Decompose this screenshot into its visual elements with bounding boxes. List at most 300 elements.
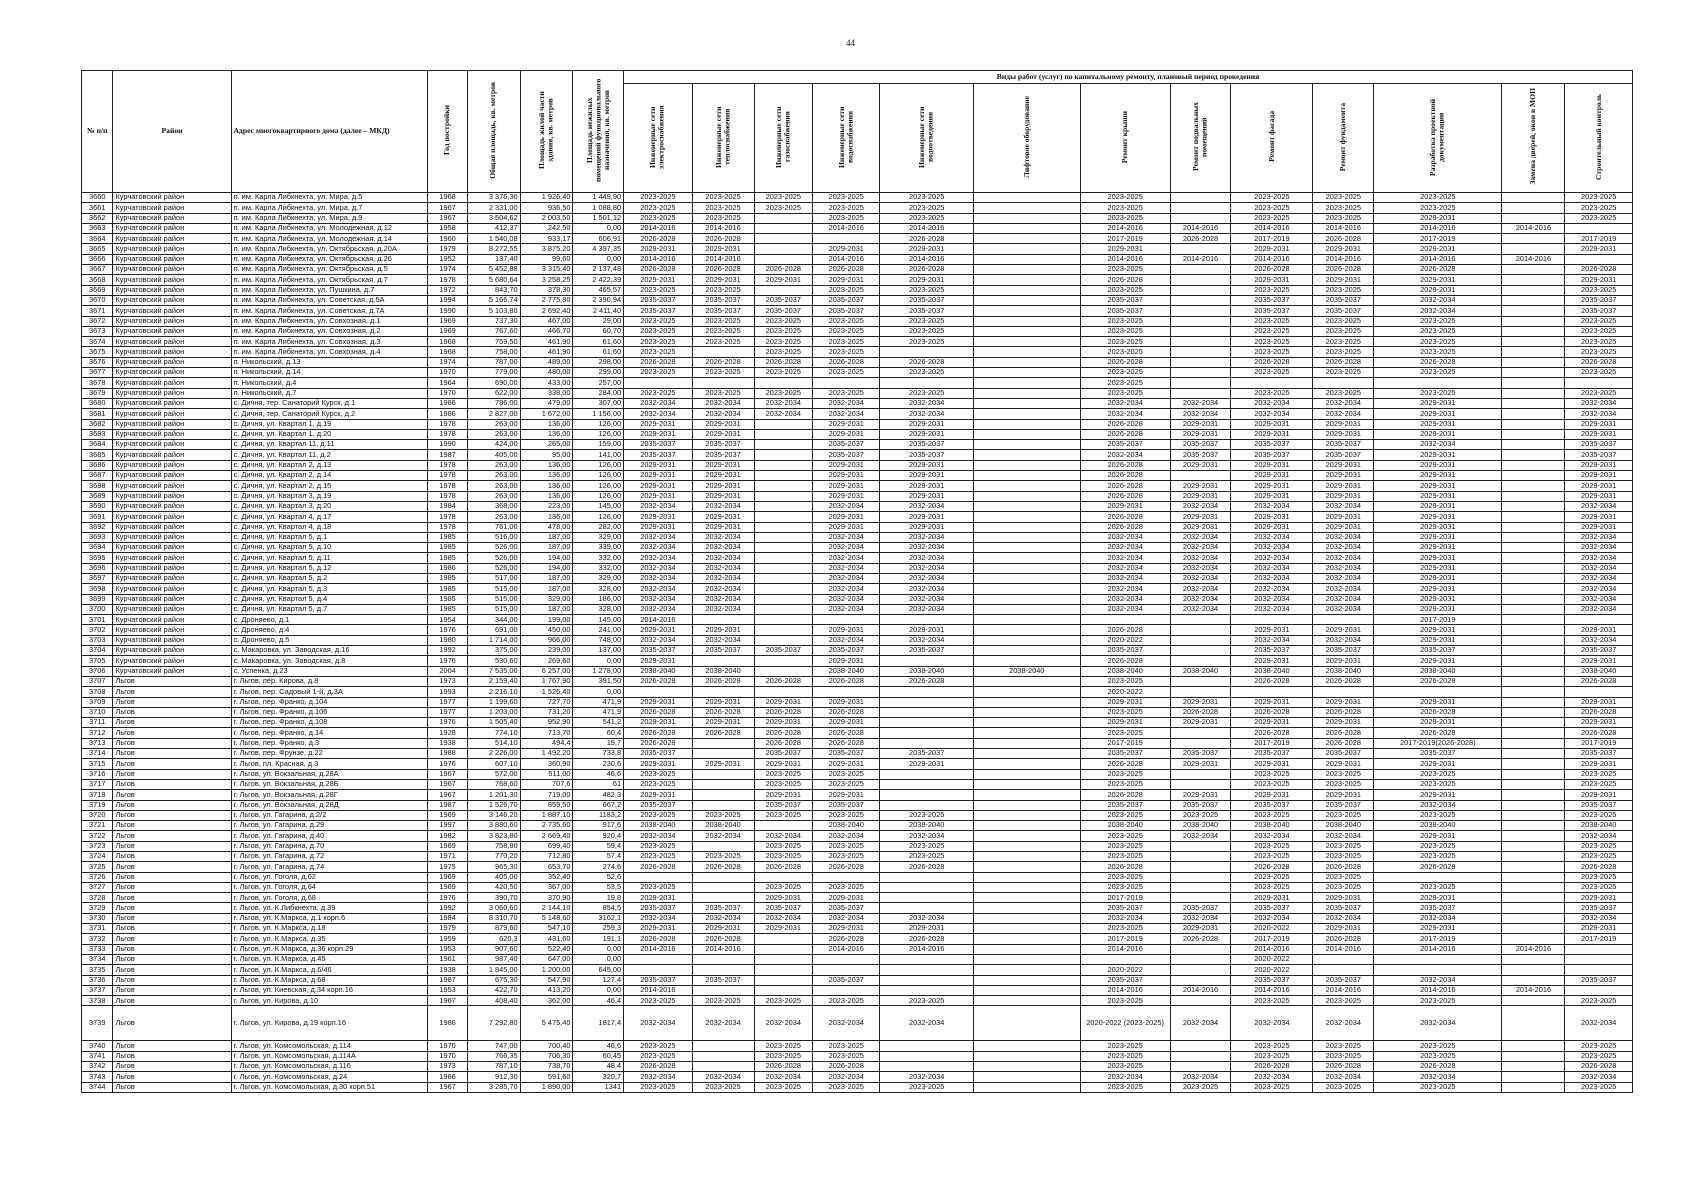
cell-elevator: 2038-2040 — [973, 666, 1080, 676]
cell-heating: 2026-2028 — [692, 676, 754, 686]
cell-sewage: 2029-2031 — [880, 419, 973, 429]
cell-electric: 2023-2025 — [624, 852, 693, 862]
cell-heating: 2032-2034 — [692, 398, 754, 408]
cell-electric: 2023-2025 — [624, 347, 693, 357]
cell-water — [813, 615, 880, 625]
cell-facade: 2023-2025 — [1231, 316, 1313, 326]
cell-address: с. Дроняево, д.5 — [231, 635, 428, 645]
cell-gas: 2029-2031 — [754, 893, 812, 903]
cell-design-docs: 2026-2028 — [1374, 707, 1502, 717]
cell-basement: 2014-2016 — [1170, 985, 1231, 995]
cell-elevator — [973, 625, 1080, 635]
cell-facade: 2032-2034 — [1231, 604, 1313, 614]
cell-electric — [624, 872, 693, 882]
cell-living-area: 136,00 — [520, 429, 573, 439]
cell-living-area: 547,10 — [520, 924, 573, 934]
cell-design-docs: 2026-2028 — [1374, 1062, 1502, 1072]
cell-design-docs: 2029-2031 — [1374, 450, 1502, 460]
cell-sewage: 2032-2034 — [880, 1072, 973, 1082]
cell-doors-windows — [1502, 800, 1565, 810]
cell-address: п. им. Карла Либкнехта, ул. Совхозная, д.4 — [231, 347, 428, 357]
cell-elevator — [973, 1082, 1080, 1092]
cell-roof: 2023-2025 — [1080, 388, 1170, 398]
cell-gas — [754, 522, 812, 532]
cell-foundation: 2032-2034 — [1313, 1006, 1374, 1041]
cell-address: с. Дичня, ул. Квартал 3, д.20 — [231, 501, 428, 511]
cell-num: 3697 — [82, 573, 113, 583]
cell-num: 3735 — [82, 965, 113, 975]
cell-doors-windows — [1502, 213, 1565, 223]
cell-district: Льгов — [113, 831, 231, 841]
cell-total-area: 368,00 — [467, 501, 520, 511]
cell-living-area: 467,00 — [520, 316, 573, 326]
table-row — [82, 646, 1633, 656]
cell-total-area: 515,00 — [467, 584, 520, 594]
cell-construction-control: 2032-2034 — [1565, 409, 1633, 419]
cell-heating: 2026-2028 — [692, 234, 754, 244]
cell-heating: 2026-2028 — [692, 265, 754, 275]
cell-living-area: 480,00 — [520, 368, 573, 378]
cell-total-area: 768,60 — [467, 779, 520, 789]
cell-construction-control: 2029-2031 — [1565, 625, 1633, 635]
cell-district: Курчатовский район — [113, 501, 231, 511]
cell-address: г. Льгов, ул. Комсомольская, д.116 — [231, 1062, 428, 1072]
cell-elevator — [973, 275, 1080, 285]
cell-water: 2029-2031 — [813, 697, 880, 707]
cell-design-docs: 2032-2034 — [1374, 440, 1502, 450]
cell-total-area: 767,60 — [467, 326, 520, 336]
cell-roof: 2035-2037 — [1080, 295, 1170, 305]
table-row — [82, 440, 1633, 450]
cell-gas: 2023-2025 — [754, 193, 812, 203]
cell-district: Курчатовский район — [113, 254, 231, 264]
cell-construction-control: 2038-2040 — [1565, 666, 1633, 676]
cell-sewage — [880, 728, 973, 738]
cell-design-docs: 2026-2028 — [1374, 265, 1502, 275]
cell-foundation: 2029-2031 — [1313, 481, 1374, 491]
cell-doors-windows — [1502, 841, 1565, 851]
cell-num: 3717 — [82, 779, 113, 789]
cell-sewage: 2035-2037 — [880, 646, 973, 656]
cell-design-docs: 2014-2016 — [1374, 254, 1502, 264]
cell-gas — [754, 460, 812, 470]
cell-elevator — [973, 285, 1080, 295]
cell-num: 3688 — [82, 481, 113, 491]
cell-district: Курчатовский район — [113, 615, 231, 625]
cell-living-area: 3 258,25 — [520, 275, 573, 285]
cell-district: Льгов — [113, 1006, 231, 1041]
cell-num: 3666 — [82, 254, 113, 264]
cell-roof: 2038-2040 — [1080, 666, 1170, 676]
cell-basement: 2032-2034 — [1170, 1072, 1231, 1082]
cell-foundation: 2014-2016 — [1313, 254, 1374, 264]
cell-total-area: 1 505,40 — [467, 718, 520, 728]
cell-foundation: 2014-2016 — [1313, 944, 1374, 954]
cell-design-docs: 2029-2031 — [1374, 460, 1502, 470]
cell-basement — [1170, 203, 1231, 213]
cell-nonresidential-area: 1 501,12 — [573, 213, 624, 223]
cell-sewage: 2032-2034 — [880, 635, 973, 645]
cell-doors-windows — [1502, 512, 1565, 522]
cell-num: 3695 — [82, 553, 113, 563]
cell-facade — [1231, 378, 1313, 388]
repair-schedule-table — [81, 70, 1633, 1093]
cell-elevator — [973, 707, 1080, 717]
cell-doors-windows — [1502, 728, 1565, 738]
cell-total-area: 879,60 — [467, 924, 520, 934]
cell-gas: 2023-2025 — [754, 810, 812, 820]
cell-num: 3707 — [82, 676, 113, 686]
cell-elevator — [973, 501, 1080, 511]
cell-construction-control: 2035-2037 — [1565, 440, 1633, 450]
cell-gas: 2029-2031 — [754, 275, 812, 285]
cell-design-docs: 2029-2031 — [1374, 285, 1502, 295]
cell-heating — [692, 882, 754, 892]
cell-nonresidential-area: 241,00 — [573, 625, 624, 635]
cell-doors-windows — [1502, 316, 1565, 326]
cell-elevator — [973, 852, 1080, 862]
table-row — [82, 254, 1633, 264]
cell-heating: 2029-2031 — [692, 924, 754, 934]
cell-total-area: 2 216,10 — [467, 687, 520, 697]
cell-living-area: 952,90 — [520, 718, 573, 728]
cell-sewage: 2038-2040 — [880, 666, 973, 676]
cell-roof: 2032-2034 — [1080, 563, 1170, 573]
cell-facade: 2032-2034 — [1231, 573, 1313, 583]
cell-facade: 2026-2028 — [1231, 707, 1313, 717]
cell-elevator — [973, 985, 1080, 995]
cell-roof: 2026-2028 — [1080, 429, 1170, 439]
cell-doors-windows — [1502, 481, 1565, 491]
cell-year: 1992 — [428, 903, 467, 913]
cell-year: 1976 — [428, 759, 467, 769]
cell-facade: 2023-2025 — [1231, 769, 1313, 779]
cell-address: г. Льгов, ул. Вокзальная, д.28Б — [231, 779, 428, 789]
cell-heating: 2023-2025 — [692, 996, 754, 1006]
cell-design-docs: 2023-2025 — [1374, 769, 1502, 779]
cell-nonresidential-area: 57,4 — [573, 852, 624, 862]
cell-nonresidential-area: 141,00 — [573, 450, 624, 460]
cell-foundation: 2032-2034 — [1313, 831, 1374, 841]
cell-total-area: 766,35 — [467, 1051, 520, 1061]
cell-basement: 2038-2040 — [1170, 666, 1231, 676]
cell-nonresidential-area: 1 449,90 — [573, 193, 624, 203]
cell-basement: 2014-2016 — [1170, 223, 1231, 233]
cell-design-docs: 2023-2025 — [1374, 337, 1502, 347]
cell-design-docs: 2029-2031 — [1374, 594, 1502, 604]
cell-elevator — [973, 790, 1080, 800]
cell-electric: 2038-2040 — [624, 821, 693, 831]
cell-district: Льгов — [113, 996, 231, 1006]
cell-total-area: 344,00 — [467, 615, 520, 625]
cell-total-area: 263,00 — [467, 491, 520, 501]
cell-total-area: 965,30 — [467, 862, 520, 872]
cell-construction-control: 2023-2025 — [1565, 1082, 1633, 1092]
cell-address: п. им. Карла Либкнехта, ул. Октябрьская, д.26 — [231, 254, 428, 264]
cell-facade: 2029-2031 — [1231, 697, 1313, 707]
cell-address: г. Льгов, ул. К.Либкнехта, д.39 — [231, 903, 428, 913]
cell-living-area: 136,00 — [520, 419, 573, 429]
cell-elevator — [973, 656, 1080, 666]
cell-elevator — [973, 965, 1080, 975]
cell-facade: 2023-2025 — [1231, 779, 1313, 789]
cell-district: Льгов — [113, 790, 231, 800]
cell-total-area: 758,80 — [467, 841, 520, 851]
cell-doors-windows — [1502, 676, 1565, 686]
cell-district: Курчатовский район — [113, 604, 231, 614]
table-row — [82, 512, 1633, 522]
cell-facade: 2032-2034 — [1231, 831, 1313, 841]
table-row — [82, 779, 1633, 789]
cell-address: п. им. Карла Либкнехта, ул. Октябрьская, д.5 — [231, 265, 428, 275]
cell-district: Льгов — [113, 852, 231, 862]
cell-nonresidential-area: 159,00 — [573, 440, 624, 450]
cell-address: п. им. Карла Либкнехта, ул. Совхозная, д.3 — [231, 337, 428, 347]
cell-nonresidential-area: 60,70 — [573, 326, 624, 336]
table-row — [82, 924, 1633, 934]
cell-foundation: 2023-2025 — [1313, 810, 1374, 820]
cell-year: 1978 — [428, 522, 467, 532]
cell-living-area: 712,80 — [520, 852, 573, 862]
cell-nonresidential-area: 332,00 — [573, 563, 624, 573]
cell-foundation: 2035-2037 — [1313, 646, 1374, 656]
cell-total-area: 2 827,00 — [467, 409, 520, 419]
cell-electric: 2029-2031 — [624, 924, 693, 934]
cell-facade: 2026-2028 — [1231, 265, 1313, 275]
cell-address: п. им. Карла Либкнехта, ул. Советская, д.7А — [231, 306, 428, 316]
cell-foundation: 2029-2031 — [1313, 718, 1374, 728]
cell-doors-windows — [1502, 285, 1565, 295]
cell-roof: 2023-2025 — [1080, 368, 1170, 378]
cell-basement — [1170, 635, 1231, 645]
cell-sewage: 2029-2031 — [880, 759, 973, 769]
table-row — [82, 1041, 1633, 1051]
cell-water: 2023-2025 — [813, 810, 880, 820]
cell-water: 2032-2034 — [813, 543, 880, 553]
cell-year: 1967 — [428, 1082, 467, 1092]
cell-facade — [1231, 687, 1313, 697]
cell-gas: 2023-2025 — [754, 337, 812, 347]
cell-district: Льгов — [113, 975, 231, 985]
cell-design-docs: 2023-2025 — [1374, 779, 1502, 789]
cell-water: 2026-2028 — [813, 676, 880, 686]
cell-gas: 2023-2025 — [754, 388, 812, 398]
cell-construction-control: 2026-2028 — [1565, 265, 1633, 275]
cell-design-docs: 2026-2028 — [1374, 862, 1502, 872]
cell-total-area: 2 226,00 — [467, 749, 520, 759]
cell-gas — [754, 985, 812, 995]
cell-water: 2014-2016 — [813, 944, 880, 954]
cell-total-area: 526,00 — [467, 553, 520, 563]
cell-heating — [692, 749, 754, 759]
cell-total-area: 675,30 — [467, 975, 520, 985]
cell-electric: 2023-2025 — [624, 1082, 693, 1092]
table-body — [82, 193, 1633, 1093]
cell-nonresidential-area: 1817,4 — [573, 1006, 624, 1041]
cell-total-area: 422,70 — [467, 985, 520, 995]
cell-elevator — [973, 532, 1080, 542]
cell-basement: 2032-2034 — [1170, 409, 1231, 419]
cell-roof: 2023-2025 — [1080, 882, 1170, 892]
cell-district: Курчатовский район — [113, 306, 231, 316]
cell-construction-control: 2026-2028 — [1565, 357, 1633, 367]
cell-sewage: 2032-2034 — [880, 501, 973, 511]
cell-foundation: 2023-2025 — [1313, 852, 1374, 862]
cell-heating — [692, 965, 754, 975]
cell-num: 3691 — [82, 512, 113, 522]
table-row — [82, 368, 1633, 378]
cell-elevator — [973, 203, 1080, 213]
cell-living-area: 3 875,20 — [520, 244, 573, 254]
cell-address: п. Никольский, д.7 — [231, 388, 428, 398]
cell-elevator — [973, 193, 1080, 203]
cell-electric: 2032-2034 — [624, 543, 693, 553]
cell-facade: 2017-2019 — [1231, 934, 1313, 944]
cell-total-area: 2 331,00 — [467, 203, 520, 213]
cell-total-area: 263,00 — [467, 460, 520, 470]
cell-heating: 2026-2028 — [692, 728, 754, 738]
cell-design-docs: 2029-2031 — [1374, 604, 1502, 614]
cell-foundation: 2026-2028 — [1313, 676, 1374, 686]
cell-water: 2032-2034 — [813, 913, 880, 923]
cell-sewage: 2029-2031 — [880, 275, 973, 285]
cell-heating: 2035-2037 — [692, 450, 754, 460]
cell-construction-control: 2023-2025 — [1565, 285, 1633, 295]
cell-year: 1984 — [428, 501, 467, 511]
cell-facade: 2035-2037 — [1231, 975, 1313, 985]
cell-water: 2029-2031 — [813, 924, 880, 934]
cell-total-area: 405,00 — [467, 450, 520, 460]
cell-gas: 2026-2028 — [754, 1062, 812, 1072]
cell-foundation: 2026-2028 — [1313, 862, 1374, 872]
cell-nonresidential-area: 1341 — [573, 1082, 624, 1092]
cell-facade: 2023-2025 — [1231, 1082, 1313, 1092]
cell-doors-windows — [1502, 965, 1565, 975]
cell-total-area: 3 880,60 — [467, 821, 520, 831]
cell-water: 2032-2034 — [813, 604, 880, 614]
table-row — [82, 419, 1633, 429]
cell-basement — [1170, 244, 1231, 254]
cell-address: с. Дичня, ул. Квартал 11, д.11 — [231, 440, 428, 450]
cell-facade: 2029-2031 — [1231, 522, 1313, 532]
cell-district: Курчатовский район — [113, 429, 231, 439]
cell-district: Курчатовский район — [113, 522, 231, 532]
cell-year: 1986 — [428, 563, 467, 573]
cell-doors-windows — [1502, 471, 1565, 481]
header-living-area: Площадь жилой части здания, кв. метров — [520, 71, 573, 193]
cell-district: Курчатовский район — [113, 450, 231, 460]
cell-living-area: 461,90 — [520, 347, 573, 357]
cell-sewage — [880, 800, 973, 810]
cell-facade: 2032-2034 — [1231, 913, 1313, 923]
cell-facade: 2032-2034 — [1231, 398, 1313, 408]
cell-elevator — [973, 759, 1080, 769]
cell-total-area: 2 159,40 — [467, 676, 520, 686]
cell-doors-windows — [1502, 543, 1565, 553]
cell-doors-windows — [1502, 852, 1565, 862]
cell-district: Льгов — [113, 759, 231, 769]
cell-living-area: 362,00 — [520, 996, 573, 1006]
cell-electric: 2029-2031 — [624, 790, 693, 800]
cell-address: с. Дроняево, д.4 — [231, 625, 428, 635]
cell-facade: 2029-2031 — [1231, 481, 1313, 491]
cell-sewage — [880, 347, 973, 357]
cell-roof: 2026-2028 — [1080, 491, 1170, 501]
cell-water: 2032-2034 — [813, 635, 880, 645]
cell-district: Курчатовский район — [113, 203, 231, 213]
cell-gas — [754, 532, 812, 542]
cell-construction-control: 2026-2028 — [1565, 707, 1633, 717]
cell-district: Льгов — [113, 718, 231, 728]
cell-year: 1990 — [428, 306, 467, 316]
table-row — [82, 234, 1633, 244]
cell-water: 2032-2034 — [813, 584, 880, 594]
cell-num: 3661 — [82, 203, 113, 213]
table-row — [82, 460, 1633, 470]
cell-design-docs: 2029-2031 — [1374, 481, 1502, 491]
cell-living-area: 194,00 — [520, 563, 573, 573]
cell-roof: 2032-2034 — [1080, 553, 1170, 563]
cell-foundation: 2029-2031 — [1313, 419, 1374, 429]
cell-doors-windows — [1502, 790, 1565, 800]
cell-nonresidential-area: 645,00 — [573, 965, 624, 975]
cell-doors-windows — [1502, 1041, 1565, 1051]
cell-elevator — [973, 924, 1080, 934]
cell-heating: 2032-2034 — [692, 604, 754, 614]
cell-doors-windows — [1502, 615, 1565, 625]
cell-address: с. Дичня, ул. Квартал 5, д.10 — [231, 543, 428, 553]
cell-facade: 2029-2031 — [1231, 471, 1313, 481]
cell-water: 2035-2037 — [813, 749, 880, 759]
cell-sewage: 2014-2016 — [880, 944, 973, 954]
cell-basement: 2029-2031 — [1170, 491, 1231, 501]
cell-district: Льгов — [113, 738, 231, 748]
cell-facade: 2020-2022 — [1231, 954, 1313, 964]
cell-basement: 2023-2025 — [1170, 1082, 1231, 1092]
cell-nonresidential-area: 471,9 — [573, 697, 624, 707]
cell-sewage — [880, 697, 973, 707]
cell-elevator — [973, 769, 1080, 779]
cell-heating: 2035-2037 — [692, 295, 754, 305]
table-row — [82, 882, 1633, 892]
cell-living-area: 136,00 — [520, 512, 573, 522]
cell-electric — [624, 954, 693, 964]
cell-nonresidential-area: 257,00 — [573, 378, 624, 388]
cell-nonresidential-area: 0,00 — [573, 223, 624, 233]
cell-nonresidential-area: 61 — [573, 779, 624, 789]
cell-address: п. им. Карла Либкнехта, ул. Октябрьская, д.7 — [231, 275, 428, 285]
cell-total-area: 3 060,60 — [467, 903, 520, 913]
cell-year: 1978 — [428, 491, 467, 501]
cell-doors-windows — [1502, 831, 1565, 841]
cell-roof: 2032-2034 — [1080, 532, 1170, 542]
table-row — [82, 347, 1633, 357]
cell-design-docs: 2017-2019 — [1374, 934, 1502, 944]
cell-design-docs: 2029-2031 — [1374, 790, 1502, 800]
cell-gas — [754, 223, 812, 233]
cell-sewage: 2029-2031 — [880, 625, 973, 635]
cell-basement: 2032-2034 — [1170, 398, 1231, 408]
cell-year: 1953 — [428, 944, 467, 954]
cell-district: Льгов — [113, 893, 231, 903]
cell-construction-control: 2029-2031 — [1565, 491, 1633, 501]
cell-sewage — [880, 893, 973, 903]
cell-nonresidential-area: 307,00 — [573, 398, 624, 408]
cell-sewage: 2023-2025 — [880, 1082, 973, 1092]
cell-electric: 2035-2037 — [624, 646, 693, 656]
cell-water: 2023-2025 — [813, 1051, 880, 1061]
table-row — [82, 769, 1633, 779]
